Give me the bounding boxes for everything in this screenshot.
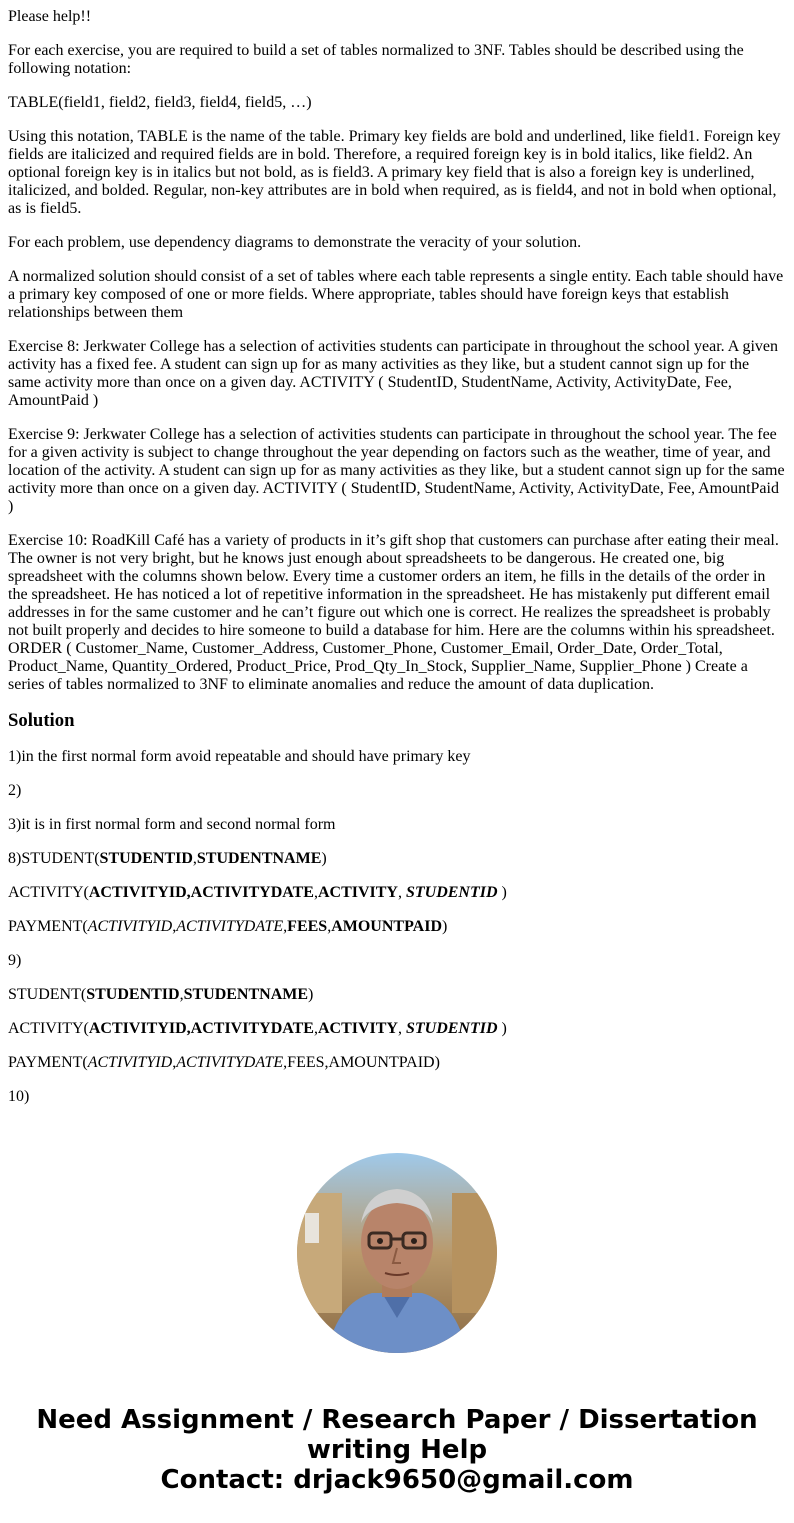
optional-fields: ,FEES,AMOUNTPAID) xyxy=(283,1054,440,1071)
fk-field: ACTIVITYID xyxy=(87,1054,173,1071)
question-title: Please help!! xyxy=(8,8,92,25)
ex8-activity-table xyxy=(8,884,786,902)
exercise-8: Exercise 8: Jerkwater College has a selection of activities students can participate in throughout the school year. A given activity has a fixed fee. A student can sign up for as many activities as they like, but a student cannot sign up for the same activity more than once on a given day. ACTIVITY ( StudentID, StudentName, Activity, ActivityDate, Fee, AmountPaid ) xyxy=(8,338,778,409)
separator: , xyxy=(172,1054,177,1071)
solution-line-2: 2) xyxy=(8,782,22,799)
separator: , xyxy=(313,884,318,901)
ex9-activity-table xyxy=(8,1020,786,1038)
intro-paragraph: For each exercise, you are required to build a set of tables normalized to 3NF. Tables should be described using the following notation: xyxy=(8,42,744,77)
promo-footer xyxy=(0,1405,794,1495)
required-field: STUDENTNAME xyxy=(196,850,322,867)
solution-line-3: 3)it is in first normal form and second normal form xyxy=(8,816,336,833)
table-close: ) xyxy=(497,884,507,901)
required-field: ACTIVITY xyxy=(317,1020,398,1037)
ex9-payment-table xyxy=(8,1054,786,1072)
ex8-student-table xyxy=(8,850,786,868)
table-prefix: STUDENT( xyxy=(8,986,87,1003)
footer-contact: Contact: drjack9650@gmail.com xyxy=(160,1465,634,1495)
author-photo-icon xyxy=(297,1153,497,1353)
solution-heading: Solution xyxy=(8,710,75,731)
separator: , xyxy=(192,850,197,867)
ex9-student-table xyxy=(8,986,786,1004)
notation-explanation: Using this notation, TABLE is the name of the table. Primary key fields are bold and underlined, like field1. Foreign key fields are italicized and required fields are in bold. Therefore, a required foreign key is in bold italics, like field2. An optional foreign key is in italics but not bold, as is field3. A primary key field that is also a foreign key is underlined, italicized, and bolded. Regular, non-key attributes are in bold when required, as is field4, and not in bold when optional, as is field5. xyxy=(8,128,781,217)
fk-field: ACTIVITYDATE xyxy=(176,918,284,935)
exercise-10: Exercise 10: RoadKill Café has a variety of products in it’s gift shop that customers can purchase after eating their meal. The owner is not very bright, but he knows just enough about spreadsheets to be dangerous. He created one, big spreadsheet with the columns shown below. Every time a customer orders an item, he fills in the details of the order in the spreadsheet. He has noticed a lot of repetitive information in the spreadsheet. He has mistakenly put different email addresses in for the same customer and he can’t figure out which one is correct. He realizes the spreadsheet is probably not built properly and decides to hire someone to build a database for him. Here are the columns within his spreadsheet. ORDER ( Customer_Name, Customer_Address, Customer_Phone, Customer_Email, Order_Date, Order_Total, Product_Name, Quantity_Ordered, Product_Price, Prod_Qty_In_Stock, Supplier_Name, Supplier_Phone ) Create a series of tables normalized to 3NF to eliminate anomalies and reduce the amount of data duplication. xyxy=(8,532,779,693)
required-field: ACTIVITY xyxy=(317,884,398,901)
table-close: ) xyxy=(321,850,327,867)
table-prefix: PAYMENT( xyxy=(8,918,88,935)
pk-fields: ACTIVITYID,ACTIVITYDATE xyxy=(88,1020,314,1037)
ex8-payment-table xyxy=(8,918,786,936)
required-field: AMOUNTPAID xyxy=(331,918,442,935)
notation-example: TABLE(field1, field2, field3, field4, field5, …) xyxy=(8,94,312,111)
fk-field: STUDENTID xyxy=(405,884,498,901)
solution-line-1: 1)in the first normal form avoid repeatable and should have primary key xyxy=(8,748,471,765)
solution-label-10: 10) xyxy=(8,1088,30,1105)
pk-field: STUDENTID xyxy=(86,986,180,1003)
dependency-note: For each problem, use dependency diagrams to demonstrate the veracity of your solution. xyxy=(8,234,582,251)
table-prefix: ACTIVITY( xyxy=(8,1020,89,1037)
separator: , xyxy=(313,1020,318,1037)
table-close: ) xyxy=(497,1020,507,1037)
separator: , xyxy=(397,884,406,901)
author-avatar xyxy=(297,1153,497,1353)
separator: , xyxy=(397,1020,406,1037)
table-close: ) xyxy=(442,918,448,935)
fk-field: ACTIVITYID xyxy=(87,918,173,935)
table-close: ) xyxy=(308,986,314,1003)
fk-field: ACTIVITYDATE xyxy=(176,1054,284,1071)
normalized-note: A normalized solution should consist of a set of tables where each table represents a single entity. Each table should have a primary key composed of one or more fields. Where appropriate, tables should have foreign keys that establish relationships between them xyxy=(8,268,784,321)
separator: , xyxy=(327,918,332,935)
footer-line-1: Need Assignment / Research Paper / Dissertation xyxy=(36,1405,758,1435)
pk-field: STUDENTID xyxy=(99,850,193,867)
required-field: STUDENTNAME xyxy=(183,986,309,1003)
fk-field: STUDENTID xyxy=(405,1020,498,1037)
table-prefix: ACTIVITY( xyxy=(8,884,89,901)
solution-label-9: 9) xyxy=(8,952,22,969)
exercise-9: Exercise 9: Jerkwater College has a selection of activities students can participate in throughout the school year. The fee for a given activity is subject to change throughout the year depending on factors such as the weather, time of year, and location of the activity. A student can sign up for as many activities as they like, but a student cannot sign up for the same activity more than once on a given day. ACTIVITY ( StudentID, StudentName, Activity, ActivityDate, Fee, AmountPaid ) xyxy=(8,426,785,515)
pk-fields: ACTIVITYID,ACTIVITYDATE xyxy=(88,884,314,901)
required-field: FEES xyxy=(287,918,328,935)
separator: , xyxy=(283,918,288,935)
table-prefix: 8)STUDENT( xyxy=(8,850,100,867)
separator: , xyxy=(179,986,184,1003)
separator: , xyxy=(172,918,177,935)
document-body xyxy=(8,8,786,1122)
table-prefix: PAYMENT( xyxy=(8,1054,88,1071)
footer-line-2: writing Help xyxy=(306,1435,488,1465)
